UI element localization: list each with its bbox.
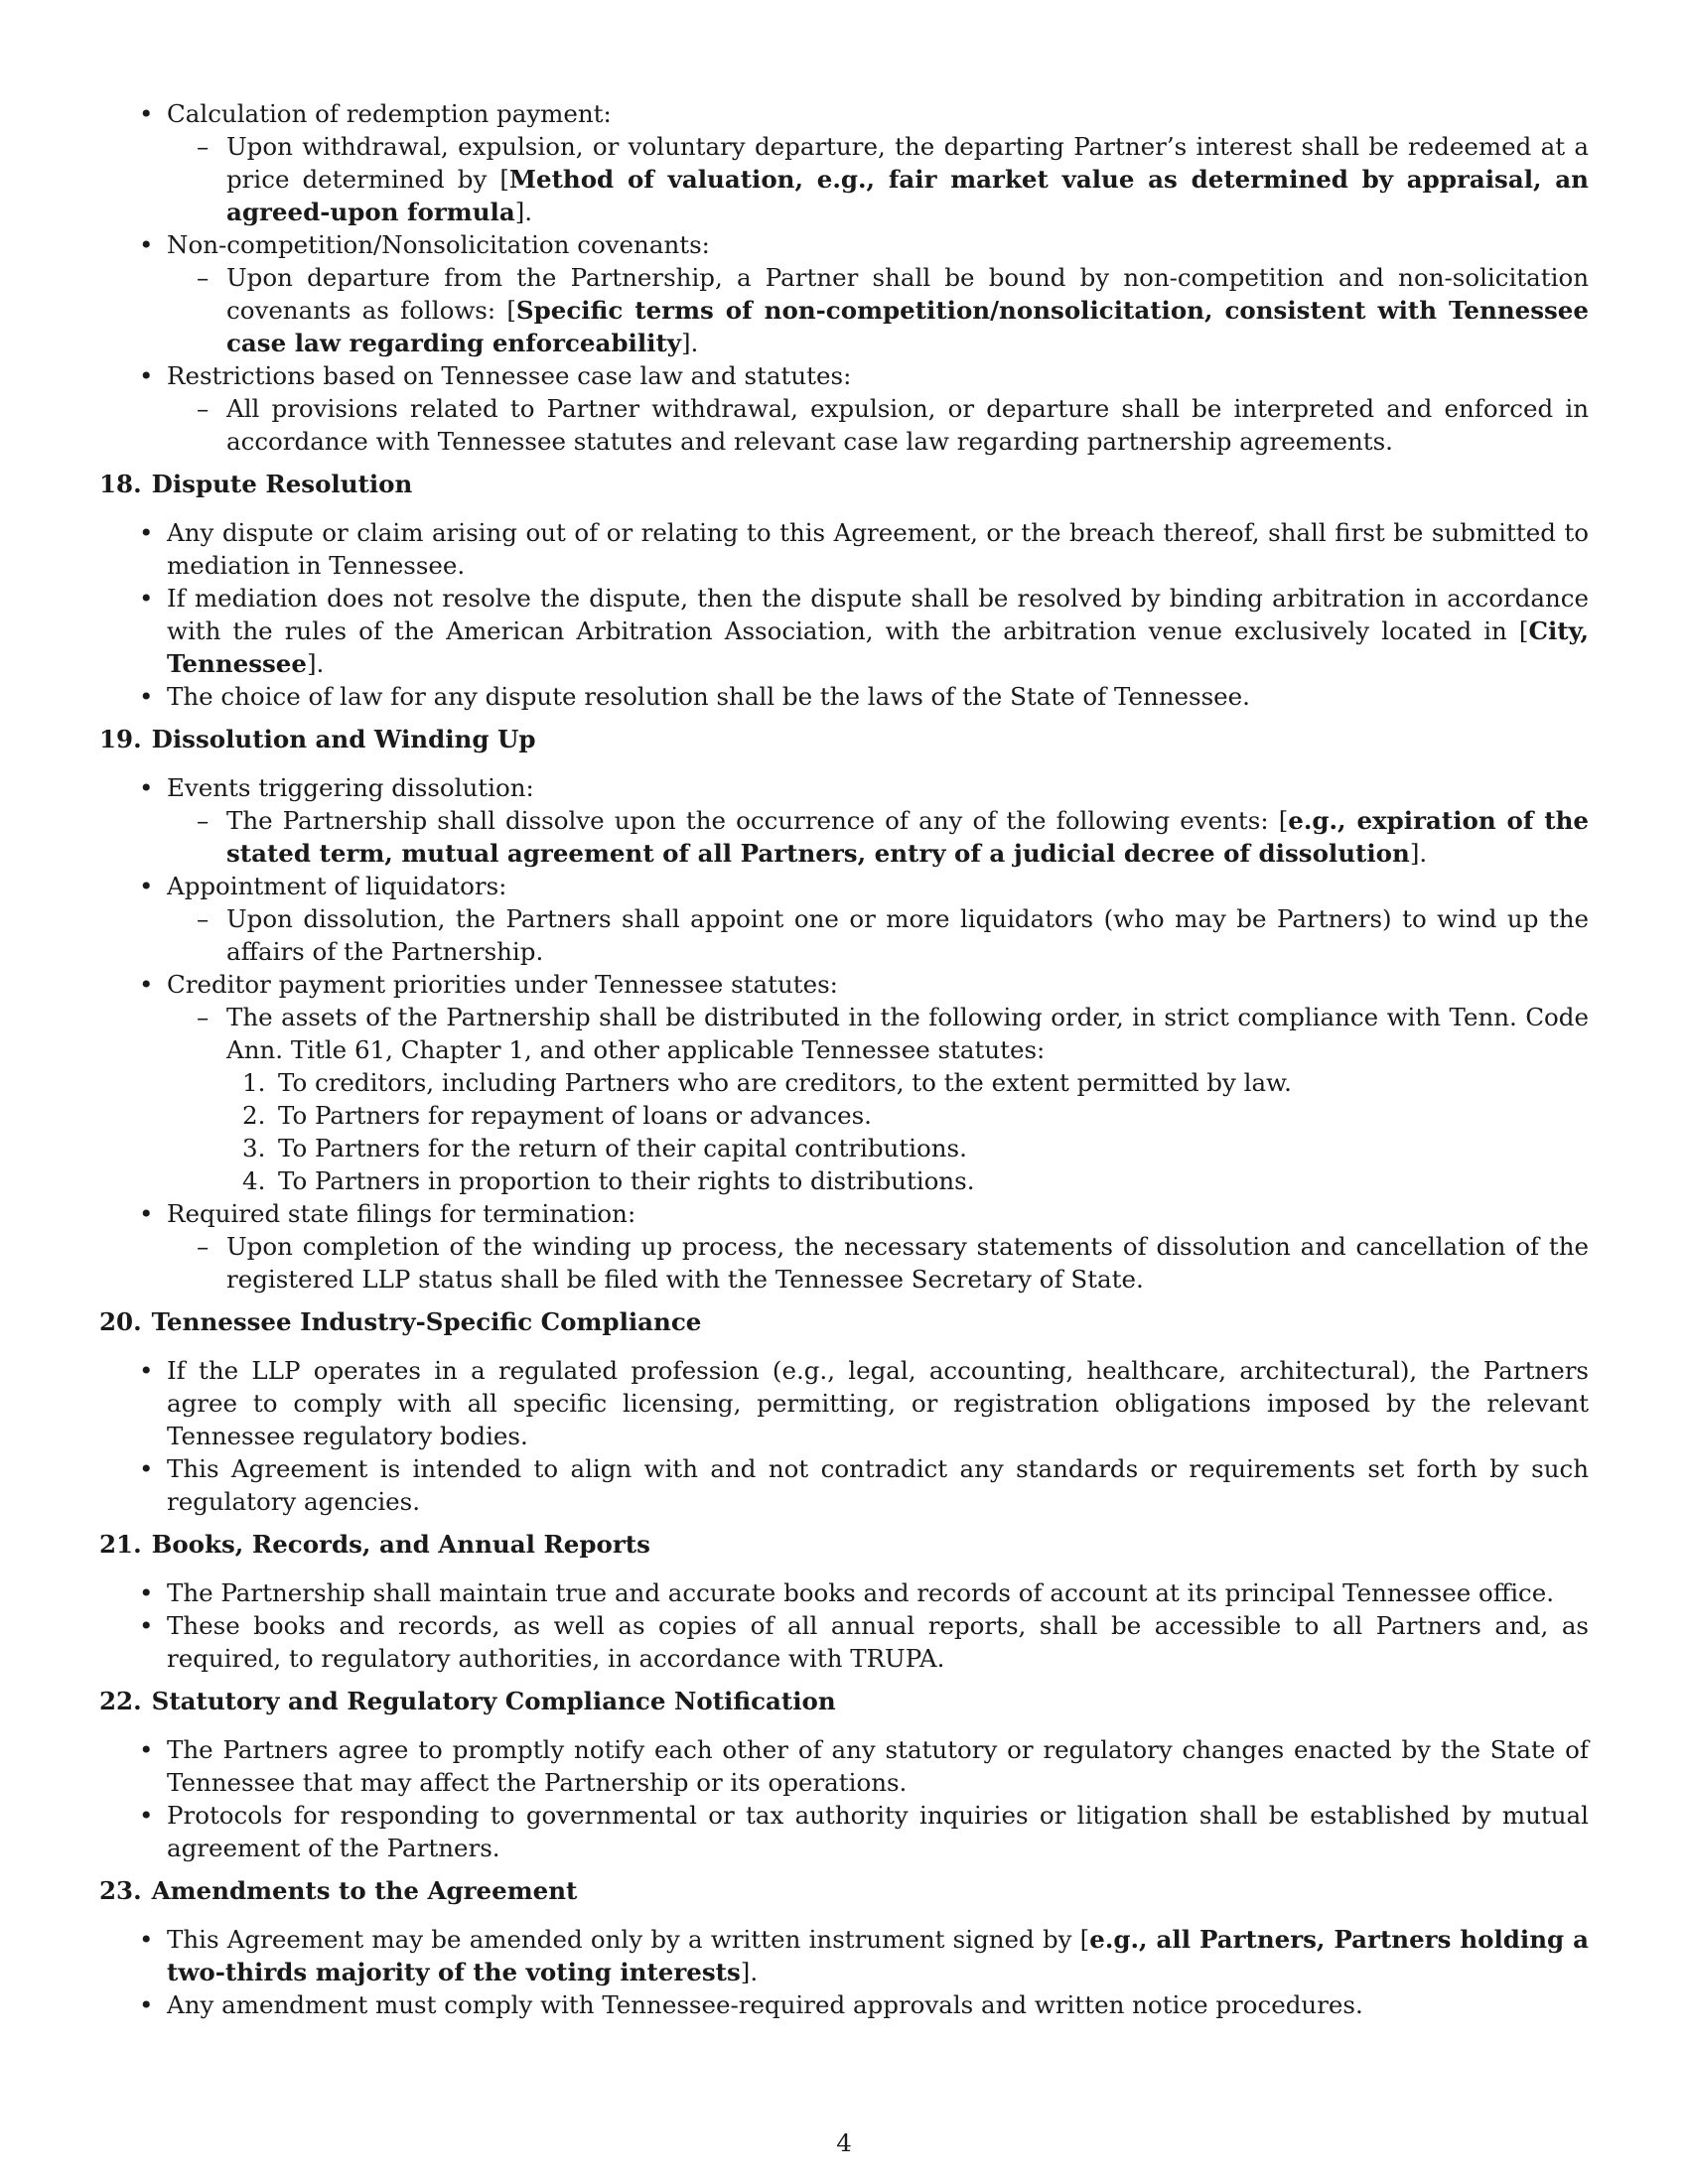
sub-list-item: – Upon completion of the winding up process, the necessary statements of dissolution and cancellation of the registered LLP status shall be filed with the Tennessee Secretary of State. [226,1230,1589,1296]
list-item: • If the LLP operates in a regulated profession (e.g., legal, accounting, healthcare, architectural), the Partners agree to comply with all specific licensing, permitting, or registration obligations imposed by the relevant Tennessee regulatory bodies. [167,1354,1589,1452]
section-heading-compliance-notification: 22. Statutory and Regulatory Compliance Notification [99,1687,836,1715]
list-item: • Protocols for responding to governmental or tax authority inquiries or litigation shall be established by mutual agreement of the Partners. [167,1799,1589,1864]
list-item: • Restrictions based on Tennessee case law and statutes: – All provisions related to Partner withdrawal, expulsion, or departure shall be interpreted and enforced in accordance with Tennessee statutes and relevant case law regarding partnership agreements. [167,359,1589,458]
list-item: • If mediation does not resolve the dispute, then the dispute shall be resolved by binding arbitration in accordance with the rules of the American Arbitration Association, with the arbitration venue exclusively located in [City, Tennessee]. [167,582,1589,680]
compliance-notification-list [99,1733,1589,1864]
dissolution-list [99,771,1589,1296]
section-heading-dispute-resolution: 18. Dispute Resolution [99,470,413,498]
list-item: • These books and records, as well as copies of all annual reports, shall be accessible to all Partners and, as required, to regulatory authorities, in accordance with TRUPA. [167,1609,1589,1675]
list-item: • Required state filings for termination: – Upon completion of the winding up process, the necessary statements of dissolution and cancellation of the registered LLP status shall be filed with the Tennessee Secretary of State. [167,1197,1589,1296]
list-item: • Non-competition/Nonsolicitation covenants: – Upon departure from the Partnership, a Partner shall be bound by non-competition and non-solicitation covenants as follows: [Specific terms of non-competition/nonsolicitation, consistent with Tennessee case law regarding enforceability]. [167,228,1589,359]
priority-item: 4. To Partners in proportion to their rights to distributions. [242,1166,975,1195]
list-item: • Any amendment must comply with Tennessee-required approvals and written notice procedures. [167,1988,1589,2021]
sub-list-item: – The assets of the Partnership shall be distributed in the following order, in strict compliance with Tenn. Code Ann. Title 61, Chapter 1, and other applicable Tennessee statutes: 1. To creditors, including Partners who are creditors, to the extent permitted by law. 2. To Partners for repayment of loans or advances. 3. To Partners for the return of their capital contributions. 4. To Partners in proportion to their rights to distributions. [226,1001,1589,1197]
section-heading-industry-compliance: 20. Tennessee Industry-Specific Compliance [99,1307,702,1336]
section-heading-dissolution: 19. Dissolution and Winding Up [99,725,536,753]
section-heading-amendments: 23. Amendments to the Agreement [99,1876,578,1905]
industry-compliance-list [99,1354,1589,1518]
list-item: • The Partners agree to promptly notify each other of any statutory or regulatory changes enacted by the State of Tennessee that may affect the Partnership or its operations. [167,1733,1589,1799]
list-item: • Any dispute or claim arising out of or relating to this Agreement, or the breach thereof, shall first be submitted to mediation in Tennessee. [167,516,1589,582]
sub-list-item: – All provisions related to Partner withdrawal, expulsion, or departure shall be interpreted and enforced in accordance with Tennessee statutes and relevant case law regarding partnership agreements. [226,392,1589,458]
document-page [99,97,1589,2031]
withdrawal-provisions-list [99,97,1589,458]
list-item: • This Agreement is intended to align with and not contradict any standards or requirements set forth by such regulatory agencies. [167,1452,1589,1518]
priority-list [226,1066,1589,1197]
dispute-resolution-list [99,516,1589,713]
section-heading-books-records: 21. Books, Records, and Annual Reports [99,1530,650,1559]
list-item: • Calculation of redemption payment: – Upon withdrawal, expulsion, or voluntary departure, the departing Partner’s interest shall be redeemed at a price determined by [Method of valuation, e.g., fair market value as determined by appraisal, an agreed-upon formula]. [167,97,1589,228]
sub-list-item: – Upon withdrawal, expulsion, or voluntary departure, the departing Partner’s interest shall be redeemed at a price determined by [Method of valuation, e.g., fair market value as determined by appraisal, an agreed-upon formula]. [226,130,1589,228]
sub-list-item: – Upon departure from the Partnership, a Partner shall be bound by non-competition and non-solicitation covenants as follows: [Specific terms of non-competition/nonsolicitation, consistent with Tennessee case law regarding enforceability]. [226,261,1589,359]
list-item: • The choice of law for any dispute resolution shall be the laws of the State of Tennessee. [167,680,1589,713]
sub-list-item: – The Partnership shall dissolve upon the occurrence of any of the following events: [e.g., expiration of the stated term, mutual agreement of all Partners, entry of a judicial decree of dissolution]. [226,804,1589,870]
books-records-list [99,1576,1589,1675]
list-item: • Events triggering dissolution: – The Partnership shall dissolve upon the occurrence of any of the following events: [e.g., expiration of the stated term, mutual agreement of all Partners, entry of a judicial decree of dissolution]. [167,771,1589,870]
list-item: • Appointment of liquidators: – Upon dissolution, the Partners shall appoint one or more liquidators (who may be Partners) to wind up the affairs of the Partnership. [167,870,1589,968]
list-item: • The Partnership shall maintain true and accurate books and records of account at its principal Tennessee office. [167,1576,1589,1609]
priority-item: 1. To creditors, including Partners who are creditors, to the extent permitted by law. [242,1068,1292,1097]
priority-item: 2. To Partners for repayment of loans or advances. [242,1101,872,1130]
page-number: 4 [836,2128,852,2157]
list-item: • This Agreement may be amended only by a written instrument signed by [e.g., all Partners, Partners holding a two-thirds majority of the voting interests]. [167,1923,1589,1988]
list-item: • Creditor payment priorities under Tennessee statutes: – The assets of the Partnership shall be distributed in the following order, in strict compliance with Tenn. Code Ann. Title 61, Chapter 1, and other applicable Tennessee statutes: 1. To creditors, including Partners who are creditors, to the extent permitted by law. 2. To Partners for repayment of loans or advances. 3. To Partners for the return of their capital contributions. 4. To Partners in proportion to their rights to distributions. [167,968,1589,1197]
amendments-list [99,1923,1589,2021]
priority-item: 3. To Partners for the return of their capital contributions. [242,1134,967,1162]
sub-list-item: – Upon dissolution, the Partners shall appoint one or more liquidators (who may be Partners) to wind up the affairs of the Partnership. [226,902,1589,968]
